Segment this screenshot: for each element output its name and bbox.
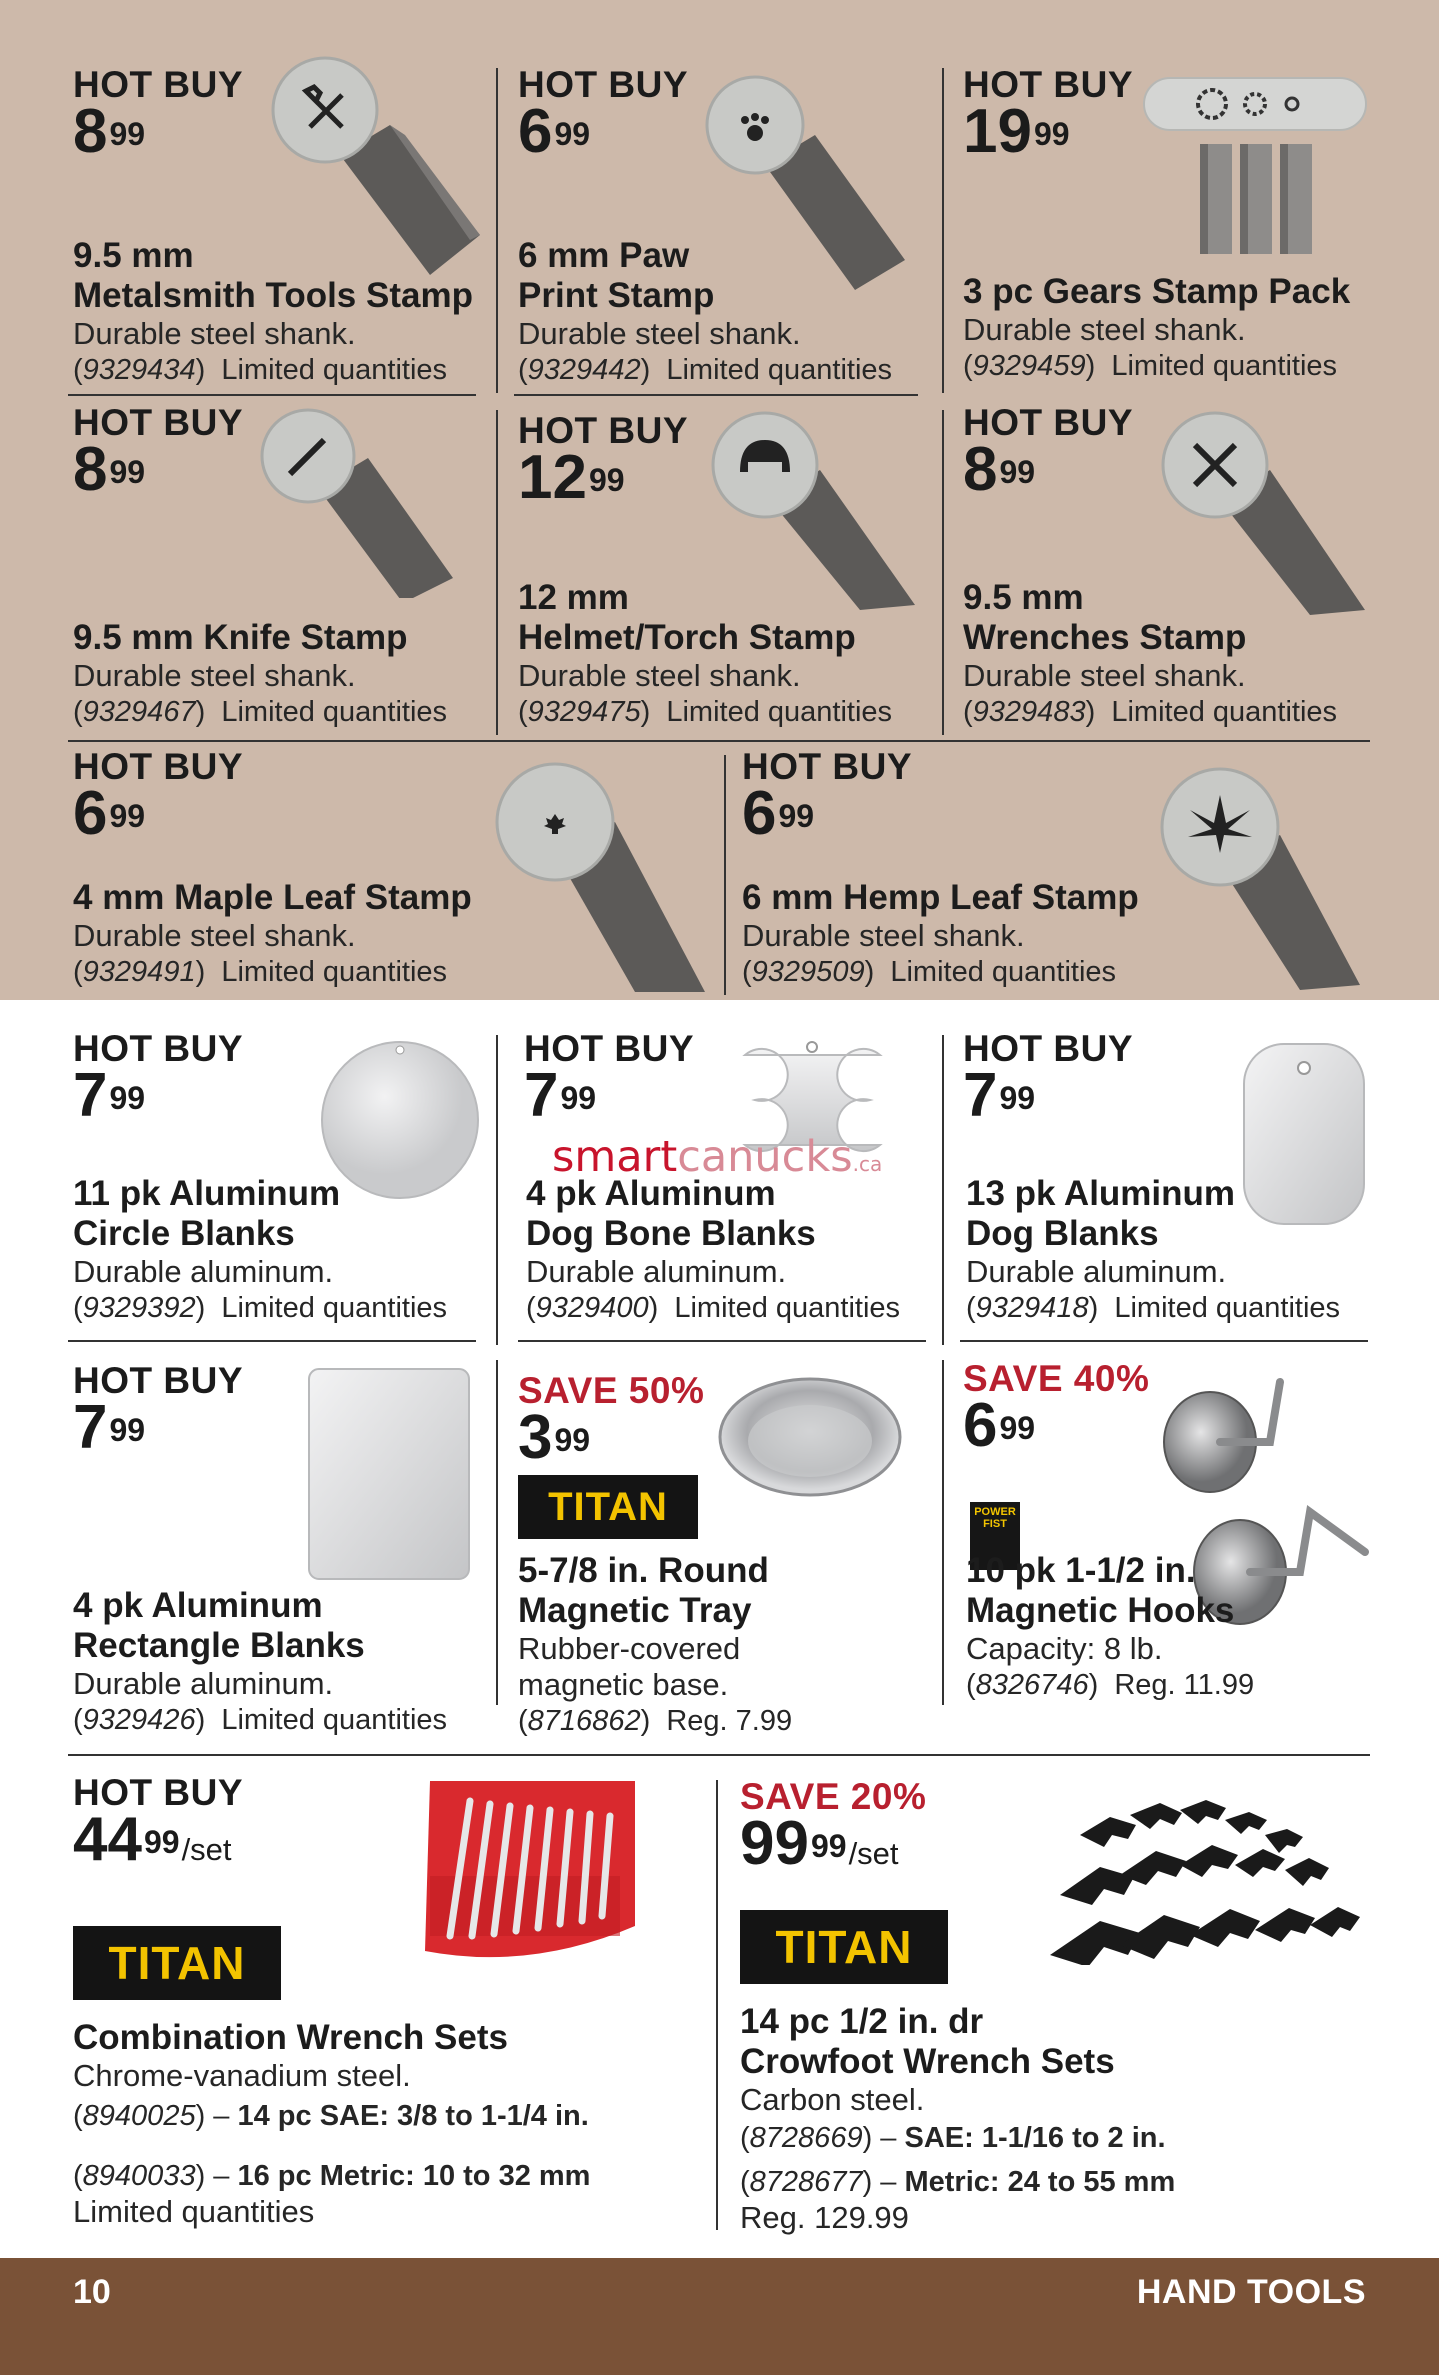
hot-buy-badge: HOT BUY — [73, 1772, 243, 1813]
product-description: Durable steel shank. — [73, 658, 356, 693]
product-details — [742, 878, 1162, 990]
product-title: Circle Blanks — [73, 1214, 295, 1253]
product-description: Chrome-vanadium steel. — [73, 2058, 411, 2093]
knife-stamp-icon — [258, 408, 458, 598]
product-title: Dog Bone Blanks — [526, 1214, 816, 1253]
divider — [514, 394, 918, 396]
hot-buy-badge: HOT BUY — [73, 746, 243, 787]
product-description: Durable aluminum. — [73, 1666, 334, 1701]
product-sku: (9329467) Limited quantities — [73, 696, 448, 728]
product-description: Durable steel shank. — [73, 918, 356, 953]
product-card-metalsmith-tools-stamp[interactable] — [73, 64, 243, 166]
divider — [68, 394, 476, 396]
product-details — [740, 2002, 1370, 2236]
product-sku: (9329509) Limited quantities — [742, 956, 1117, 988]
product-sku: (9329475) Limited quantities — [518, 696, 893, 728]
product-card-magnetic-hooks[interactable] — [963, 1358, 1150, 1460]
product-description: Durable steel shank. — [963, 658, 1246, 693]
price: $12^{99}$ — [518, 443, 625, 512]
product-description: Capacity: 8 lb. — [966, 1631, 1163, 1666]
page-number: 10 — [73, 2273, 111, 2311]
product-details — [966, 1551, 1376, 1703]
product-description: Durable aluminum. — [526, 1254, 787, 1289]
product-card-knife-stamp[interactable] — [73, 402, 243, 504]
power-fist-logo: POWER FIST — [970, 1502, 1020, 1570]
price: $8^{99}$ — [963, 435, 1036, 504]
price: $6^{99}$ — [963, 1391, 1036, 1460]
product-card-gears-stamp-pack[interactable] — [963, 64, 1133, 166]
product-title: 9.5 mm Knife Stamp — [73, 618, 408, 657]
price: $44^{99}$/set — [73, 1805, 232, 1874]
product-note: Limited quantities — [73, 2194, 315, 2229]
hot-buy-badge: HOT BUY — [73, 64, 243, 105]
product-card-crowfoot-wrench-sets[interactable] — [740, 1778, 926, 1882]
product-sku: (9329491) Limited quantities — [73, 956, 448, 988]
save-badge: SAVE 20% — [740, 1776, 927, 1817]
product-description: Durable steel shank. — [963, 312, 1246, 347]
hot-buy-badge: HOT BUY — [963, 64, 1133, 105]
product-size: 13 pk Aluminum — [966, 1174, 1236, 1213]
price: $7^{99}$ — [524, 1061, 597, 1130]
divider — [942, 1360, 944, 1705]
product-card-dog-bone-blanks[interactable] — [524, 1028, 694, 1130]
product-sku-metric: (8940033) – 16 pc Metric: 10 to 32 mm — [73, 2160, 591, 2192]
product-sku-sae: (8728669) – SAE: 1-1/16 to 2 in. — [740, 2122, 1166, 2154]
hot-buy-badge: HOT BUY — [963, 402, 1133, 443]
hot-buy-badge: HOT BUY — [518, 410, 688, 451]
price: $99^{99}$/set — [740, 1809, 899, 1878]
product-card-dog-blanks[interactable] — [963, 1028, 1133, 1130]
titan-logo: TITAN — [740, 1910, 948, 1984]
price: $6^{99}$ — [73, 779, 146, 848]
product-title: Magnetic Hooks — [966, 1591, 1235, 1630]
hot-buy-badge: HOT BUY — [73, 1360, 243, 1401]
divider — [496, 1360, 498, 1705]
product-details — [963, 272, 1373, 384]
product-card-magnetic-tray[interactable] — [518, 1370, 705, 1472]
rectangle-blank-icon — [305, 1365, 475, 1585]
product-description: Durable steel shank. — [73, 316, 356, 351]
product-title: Helmet/Torch Stamp — [518, 618, 856, 657]
divider — [496, 410, 498, 735]
product-details — [518, 236, 928, 388]
hot-buy-badge: HOT BUY — [524, 1028, 694, 1069]
product-details — [966, 1174, 1376, 1326]
product-title: Magnetic Tray — [518, 1591, 752, 1630]
product-sku: (9329459) Limited quantities — [963, 350, 1338, 382]
divider — [942, 68, 944, 393]
hot-buy-badge: HOT BUY — [518, 64, 688, 105]
product-card-hemp-leaf-stamp[interactable] — [742, 746, 912, 848]
product-title: Print Stamp — [518, 276, 715, 315]
product-card-wrenches-stamp[interactable] — [963, 402, 1133, 504]
price: $3^{99}$ — [518, 1403, 591, 1472]
product-sku: (9329418) Limited quantities — [966, 1292, 1341, 1324]
crowfoot-wrench-icon — [1040, 1795, 1370, 1965]
product-card-helmet-torch-stamp[interactable] — [518, 410, 688, 512]
divider — [960, 1340, 1368, 1342]
divider — [496, 68, 498, 393]
product-sku: (8326746) Reg. 11.99 — [966, 1669, 1255, 1701]
divider — [724, 755, 726, 995]
product-card-maple-leaf-stamp[interactable] — [73, 746, 243, 848]
product-size: 4 pk Aluminum — [73, 1586, 323, 1625]
product-title: 4 mm Maple Leaf Stamp — [73, 878, 472, 917]
product-size: 11 pk Aluminum — [73, 1174, 341, 1213]
product-details — [73, 878, 493, 990]
product-details — [73, 1586, 493, 1738]
product-title: Combination Wrench Sets — [73, 2018, 508, 2057]
product-sku: (9329426) Limited quantities — [73, 1704, 448, 1736]
product-description: Durable steel shank. — [518, 658, 801, 693]
divider — [68, 1754, 1370, 1756]
product-size: 10 pk 1-1/2 in. — [966, 1551, 1196, 1590]
price: $7^{99}$ — [73, 1061, 146, 1130]
wrench-set-icon — [410, 1776, 650, 1971]
product-title: 3 pc Gears Stamp Pack — [963, 272, 1351, 311]
product-size: 9.5 mm — [73, 236, 194, 275]
product-card-circle-blanks[interactable] — [73, 1028, 243, 1130]
magnetic-tray-icon — [715, 1375, 905, 1500]
hot-buy-badge: HOT BUY — [73, 402, 243, 443]
product-sku: (9329400) Limited quantities — [526, 1292, 901, 1324]
save-badge: SAVE 50% — [518, 1370, 705, 1411]
hot-buy-badge: HOT BUY — [742, 746, 912, 787]
product-details — [963, 578, 1373, 730]
divider — [496, 1035, 498, 1345]
price: $7^{99}$ — [963, 1061, 1036, 1130]
product-title: Crowfoot Wrench Sets — [740, 2042, 1115, 2081]
gear-stamp-icon — [1140, 74, 1370, 264]
product-card-paw-print-stamp[interactable] — [518, 64, 688, 166]
product-sku-metric: (8728677) – Metric: 24 to 55 mm — [740, 2166, 1176, 2198]
product-description: Durable aluminum. — [966, 1254, 1227, 1289]
product-size: 14 pc 1/2 in. dr — [740, 2002, 984, 2041]
divider — [68, 740, 1370, 742]
product-title: Wrenches Stamp — [963, 618, 1247, 657]
product-description: Durable steel shank. — [742, 918, 1025, 953]
product-size: 6 mm Paw — [518, 236, 690, 275]
price: $6^{99}$ — [742, 779, 815, 848]
product-sku-sae: (8940025) – 14 pc SAE: 3/8 to 1-1/4 in. — [73, 2100, 589, 2132]
product-size: 12 mm — [518, 578, 629, 617]
product-description-line2: magnetic base. — [518, 1667, 729, 1702]
product-details — [73, 1174, 493, 1326]
divider — [68, 1340, 476, 1342]
price: $7^{99}$ — [73, 1393, 146, 1462]
product-size: 4 pk Aluminum — [526, 1174, 776, 1213]
section-title: HAND TOOLS — [1136, 2273, 1366, 2311]
product-sku: (9329392) Limited quantities — [73, 1292, 448, 1324]
product-sku: (9329483) Limited quantities — [963, 696, 1338, 728]
product-details — [73, 618, 483, 730]
product-size: 9.5 mm — [963, 578, 1084, 617]
product-description: Carbon steel. — [740, 2082, 925, 2117]
product-description: Durable aluminum. — [73, 1254, 334, 1289]
product-title: Rectangle Blanks — [73, 1626, 365, 1665]
price: $19^{99}$ — [963, 97, 1070, 166]
divider — [942, 410, 944, 735]
maple-leaf-stamp-icon — [495, 752, 710, 992]
titan-logo: TITAN — [518, 1475, 698, 1539]
product-title: 6 mm Hemp Leaf Stamp — [742, 878, 1139, 917]
price: $8^{99}$ — [73, 435, 146, 504]
product-description: Durable steel shank. — [518, 316, 801, 351]
divider — [518, 1340, 926, 1342]
product-details — [518, 578, 928, 730]
hemp-leaf-stamp-icon — [1160, 765, 1370, 990]
product-card-rectangle-blanks[interactable] — [73, 1360, 243, 1462]
hot-buy-badge: HOT BUY — [73, 1028, 243, 1069]
titan-logo: TITAN — [73, 1926, 281, 2000]
product-card-combination-wrench-sets[interactable] — [73, 1774, 243, 1878]
product-sku: (8716862) Reg. 7.99 — [518, 1705, 793, 1737]
product-size: 5-7/8 in. Round — [518, 1551, 769, 1590]
hot-buy-badge: HOT BUY — [963, 1028, 1133, 1069]
product-title: Metalsmith Tools Stamp — [73, 276, 473, 315]
price: $6^{99}$ — [518, 97, 591, 166]
watermark: smartcanucks.ca — [552, 1132, 883, 1182]
product-details — [73, 2018, 703, 2230]
product-title: Dog Blanks — [966, 1214, 1159, 1253]
save-badge: SAVE 40% — [963, 1358, 1150, 1399]
price: $8^{99}$ — [73, 97, 146, 166]
product-description: Rubber-covered — [518, 1631, 741, 1666]
product-sku: (9329434) Limited quantities — [73, 354, 448, 386]
product-details — [73, 236, 483, 388]
divider — [716, 1780, 718, 2230]
product-note: Reg. 129.99 — [740, 2200, 909, 2235]
product-details — [526, 1174, 946, 1326]
product-sku: (9329442) Limited quantities — [518, 354, 893, 386]
product-details — [518, 1551, 938, 1739]
